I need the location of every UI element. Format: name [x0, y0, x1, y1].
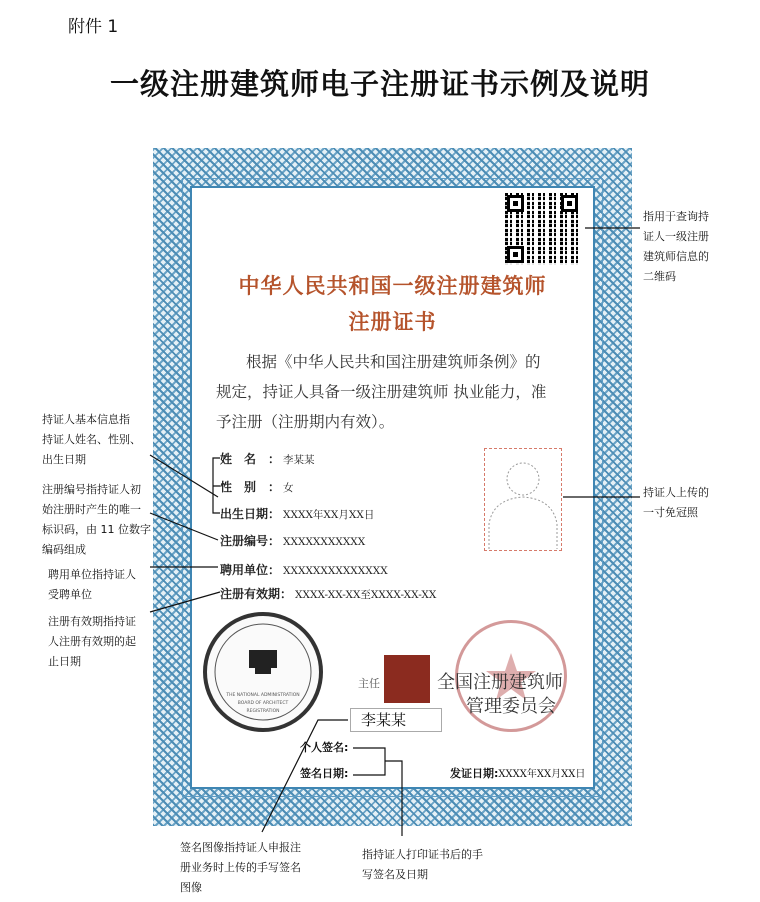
field-value: 李某某 [283, 454, 315, 466]
field-value: XXXXXXXXXXX [283, 536, 366, 548]
issuer-line1: 全国注册建筑师 [437, 672, 563, 693]
issue-date-label: 发证日期: [450, 767, 499, 780]
attachment-label: 附件 1 [68, 17, 119, 37]
field-label: 注册编号： [220, 534, 281, 548]
field-value: XXXX-XX-XX至XXXX-XX-XX [295, 589, 437, 601]
field-value: XXXX年XX月XX日 [283, 509, 375, 521]
issuer-line2: 管理委员会 [466, 696, 556, 717]
svg-text:THE NATIONAL ADMINISTRATION: THE NATIONAL ADMINISTRATION [226, 693, 300, 698]
paragraph-line: 根据《中华人民共和国注册建筑师条例》的 [246, 353, 541, 371]
field-label: 姓 名 ： [220, 452, 281, 466]
annotation-handwritten: 指持证人打印证书后的手 写签名及日期 [362, 848, 483, 881]
annotation-reg-number: 注册编号指持证人初 始注册时产生的唯一 标识码，由 11 位数字 编码组成 [42, 483, 151, 556]
certificate-title: 中华人民共和国一级注册建筑师 [238, 274, 547, 298]
annotation-qr: 指用于查询持 证人一级注册 建筑师信息的 二维码 [643, 210, 709, 283]
annotation-employer: 聘用单位指持证人 受聘单位 [48, 568, 136, 601]
field-label: 性 别 ： [220, 480, 281, 494]
signature-image: 李某某 [350, 708, 442, 732]
annotation-photo: 持证人上传的 一寸免冠照 [643, 486, 709, 519]
field-label: 注册有效期： [220, 587, 293, 601]
annotation-validity: 注册有效期指持证 人注册有效期的起 止日期 [48, 615, 136, 668]
field-label: 聘用单位： [220, 563, 281, 577]
field-value: XXXXXXXXXXXXXX [283, 565, 388, 577]
director-label: 主任 [358, 677, 380, 690]
svg-text:REGISTRATION: REGISTRATION [246, 709, 280, 714]
personal-signature-label: 个人签名: [300, 741, 349, 754]
signature-date-label: 签名日期: [300, 767, 349, 780]
field-value: 女 [283, 482, 294, 494]
field-label: 出生日期： [220, 507, 281, 521]
paragraph-line: 予注册（注册期内有效）。 [216, 413, 395, 431]
svg-text:BOARD OF ARCHITECT: BOARD OF ARCHITECT [237, 701, 289, 706]
annotation-basic-info: 持证人基本信息指 持证人姓名、性别、 出生日期 [42, 413, 141, 466]
annotation-signature-image: 签名图像指持证人申报注 册业务时上传的手写签名 图像 [180, 841, 301, 894]
certificate-subtitle: 注册证书 [348, 310, 437, 334]
paragraph-line: 规定，持证人具备一级注册建筑师 执业能力，准 [216, 383, 547, 401]
issue-date-value: XXXX年XX月XX日 [498, 769, 586, 780]
page-title: 一级注册建筑师电子注册证书示例及说明 [109, 67, 650, 101]
